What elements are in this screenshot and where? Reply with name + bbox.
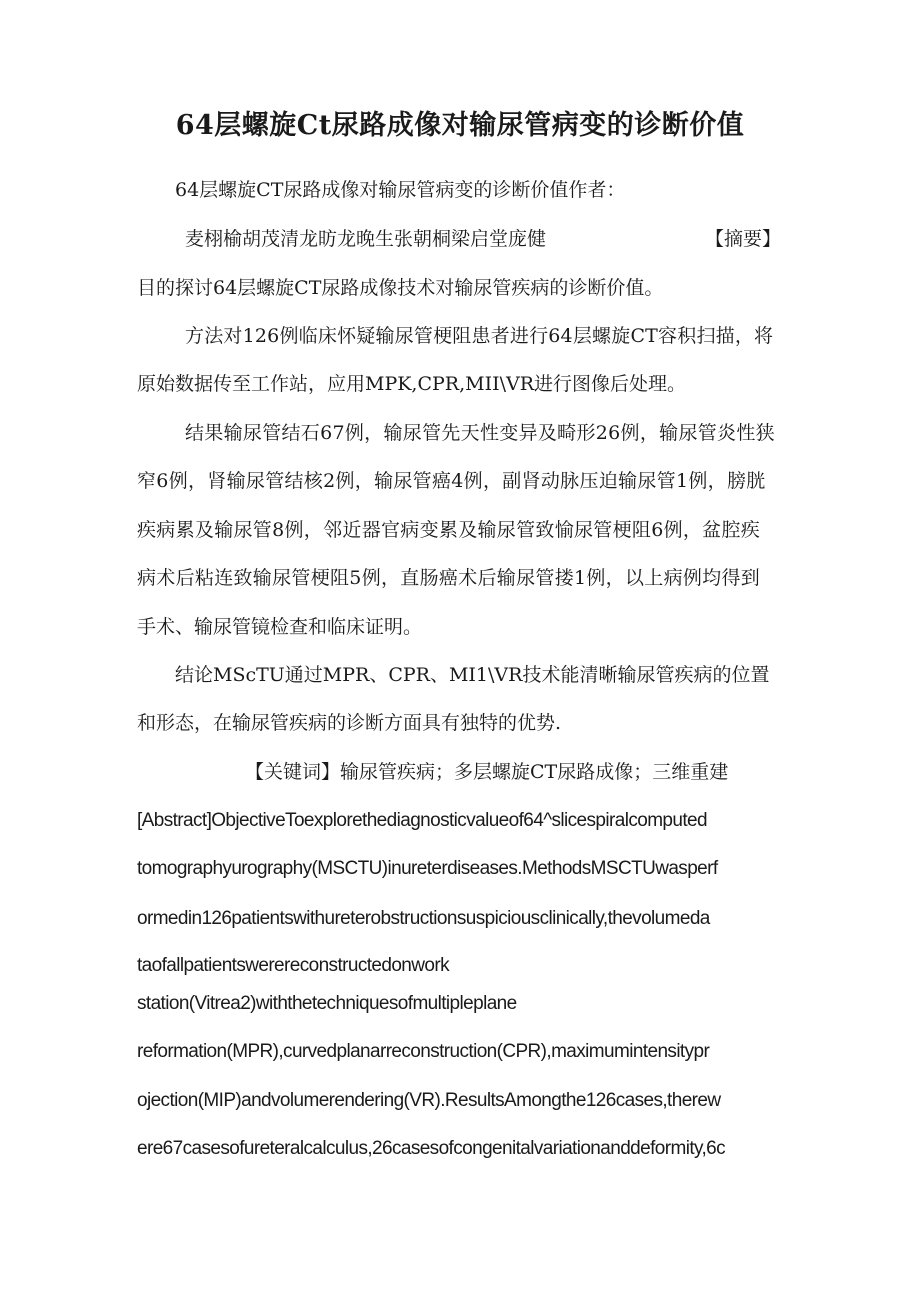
keywords-line: 【关键词】输尿管疾病；多层螺旋CT尿路成像；三维重建 <box>245 761 729 783</box>
english-abstract-line-8: ere67casesofureteralcalculus,26casesofcongenitalvariationanddeformity,6c <box>137 1138 726 1159</box>
authors-line: 麦栩榆胡茂清龙昉龙晚生张朝桐梁启堂庞健 <box>185 228 547 250</box>
results-line-3: 疾病累及输尿管8例，邻近器官病变累及输尿管致愉尿管梗阻6例，盆腔疾 <box>137 519 761 541</box>
english-abstract-line-6: reformation(MPR),curvedplanarreconstruction(CPR),maximumintensitypr <box>137 1041 710 1062</box>
results-line-1: 结果输尿管结石67例，输尿管先天性变异及畸形26例，输尿管炎性狭 <box>185 422 775 444</box>
english-abstract-line-3: ormedin126patientswithureterobstructionsuspiciousclinically,thevolumeda <box>137 908 710 929</box>
subtitle-line: 64层螺旋CT尿路成像对输尿管病变的诊断价值作者： <box>175 179 626 201</box>
conclusion-line-1: 结论MScTU通过MPR、CPR、MI1\VR技术能清晰输尿管疾病的位置 <box>175 664 770 686</box>
results-line-4: 病术后粘连致输尿管梗阻5例，直肠癌术后输尿管搂1例，以上病例均得到 <box>137 567 761 589</box>
methods-line-2: 原始数据传至工作站，应用MPK,CPR,MII\VR进行图像后处理。 <box>137 373 687 395</box>
methods-line-1: 方法对126例临床怀疑输尿管梗阻患者进行64层螺旋CT容积扫描，将 <box>185 325 774 347</box>
results-line-2: 窄6例，肾输尿管结核2例，输尿管癌4例，副肾动脉压迫输尿管1例，膀胱 <box>137 470 766 492</box>
english-abstract-line-4: taofallpatientswerereconstructedonwork <box>137 955 449 976</box>
english-abstract-line-1: [Abstract]ObjectiveToexplorethediagnosticvalueof64^slicespiralcomputed <box>137 810 707 831</box>
english-abstract-line-7: ojection(MIP)andvolumerendering(VR).ResultsAmongthe126cases,therew <box>137 1090 721 1111</box>
english-abstract-line-2: tomographyurography(MSCTU)inureterdiseases.MethodsMSCTUwasperf <box>137 858 718 879</box>
english-abstract-line-5: station(Vitrea2)withthetechniquesofmultipleplane <box>137 993 517 1014</box>
abstract-tag: 【摘要】 <box>705 228 782 250</box>
document-title: 64层螺旋Ct尿路成像对输尿管病变的诊断价值 <box>175 110 745 141</box>
results-line-5: 手术、输尿管镜检查和临床证明。 <box>137 616 423 638</box>
objective-paragraph: 目的探讨64层螺旋CT尿路成像技术对输尿管疾病的诊断价值。 <box>137 277 664 299</box>
conclusion-line-2: 和形态，在输尿管疾病的诊断方面具有独特的优势. <box>137 712 562 734</box>
